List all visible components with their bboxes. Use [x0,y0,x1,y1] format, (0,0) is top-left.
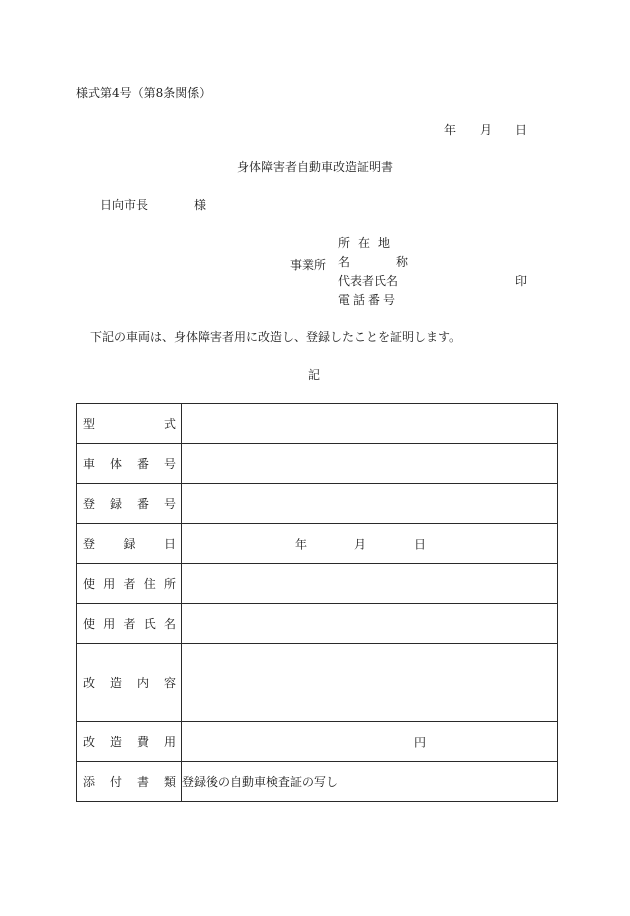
label-char: 型 [83,417,96,431]
label-char: 名 [163,617,176,631]
table-row-attachments [77,762,558,802]
label-model [77,404,182,444]
label-char: 用 [103,617,116,631]
table-row-user-name [77,604,558,644]
value-chassis-number[interactable] [182,444,558,484]
table-row-registration-number [77,484,558,524]
reg-date-day: 日 [414,537,427,551]
label-char: 登 [83,537,96,551]
label-char: 者 [123,617,136,631]
label-char: 造 [109,735,122,749]
label-chassis-number [77,444,182,484]
value-model[interactable] [182,404,558,444]
label-char: 式 [163,417,176,431]
value-user-address[interactable] [182,564,558,604]
label-char: 所 [163,577,176,591]
label-char: 録 [109,497,122,511]
label-char: 者 [123,577,136,591]
label-char: 登 [83,497,96,511]
label-char: 添 [83,775,96,789]
label-char: 用 [103,577,116,591]
label-char: 費 [136,735,149,749]
table-row-model [77,404,558,444]
label-char: 氏 [143,617,156,631]
label-char: 号 [163,497,176,511]
label-char: 住 [143,577,156,591]
ki-heading: 記 [308,368,321,382]
addressee [100,198,206,212]
label-user-name [77,604,182,644]
addressee-honorific: 様 [194,198,207,212]
issuer-name-label [338,255,408,269]
label-char: 改 [83,676,96,690]
issuer-group-label: 事業所 [290,258,327,272]
issuer-address-label: 所在地 [338,236,399,250]
label-char: 番 [136,457,149,471]
issuer-phone-label: 電話番号 [338,293,399,307]
label-char: 書 [136,775,149,789]
label-char: 録 [123,537,136,551]
label-char: 使 [83,577,96,591]
certification-statement: 下記の車両は、身体障害者用に改造し、登録したことを証明します。 [90,330,462,344]
label-char: 造 [109,676,122,690]
label-char: 番 [136,497,149,511]
document-title: 身体障害者自動車改造証明書 [236,160,393,174]
label-char: 用 [163,735,176,749]
label-modification-details [77,644,182,722]
label-user-address [77,564,182,604]
label-char: 類 [163,775,176,789]
label-char: 号 [163,457,176,471]
issuer-name-label-part1: 名 [338,255,351,269]
value-registration-number[interactable] [182,484,558,524]
label-char: 内 [136,676,149,690]
reg-date-year: 年 [295,537,308,551]
certificate-table [76,403,558,802]
label-char: 車 [83,457,96,471]
issuer-name-label-part2: 称 [396,255,409,269]
issue-date-day: 日 [515,123,528,137]
cost-unit-yen: 円 [414,735,427,749]
label-char: 付 [109,775,122,789]
value-attachments: 登録後の自動車検査証の写し [182,762,558,802]
label-modification-cost [77,722,182,762]
issue-date-month: 月 [480,123,493,137]
label-char: 日 [163,537,176,551]
table-row-modification-cost [77,722,558,762]
label-char: 使 [83,617,96,631]
addressee-name: 日向市長 [100,198,149,212]
label-attachments [77,762,182,802]
label-registration-number [77,484,182,524]
table-row-chassis-number [77,444,558,484]
table-row-modification-details [77,644,558,722]
label-char: 体 [109,457,122,471]
table-row-user-address [77,564,558,604]
issuer-representative-label: 代表者氏名 [338,274,399,288]
table-row-registration-date [77,524,558,564]
issue-date-year: 年 [444,123,457,137]
label-char: 容 [163,676,176,690]
form-number: 様式第4号（第8条関係） [76,86,212,100]
seal-mark: 印 [515,274,528,288]
value-user-name[interactable] [182,604,558,644]
value-registration-date[interactable] [182,524,558,564]
issue-date [444,123,527,137]
label-registration-date [77,524,182,564]
value-modification-details[interactable] [182,644,558,722]
reg-date-month: 月 [354,537,367,551]
value-modification-cost[interactable] [182,722,558,762]
label-char: 改 [83,735,96,749]
